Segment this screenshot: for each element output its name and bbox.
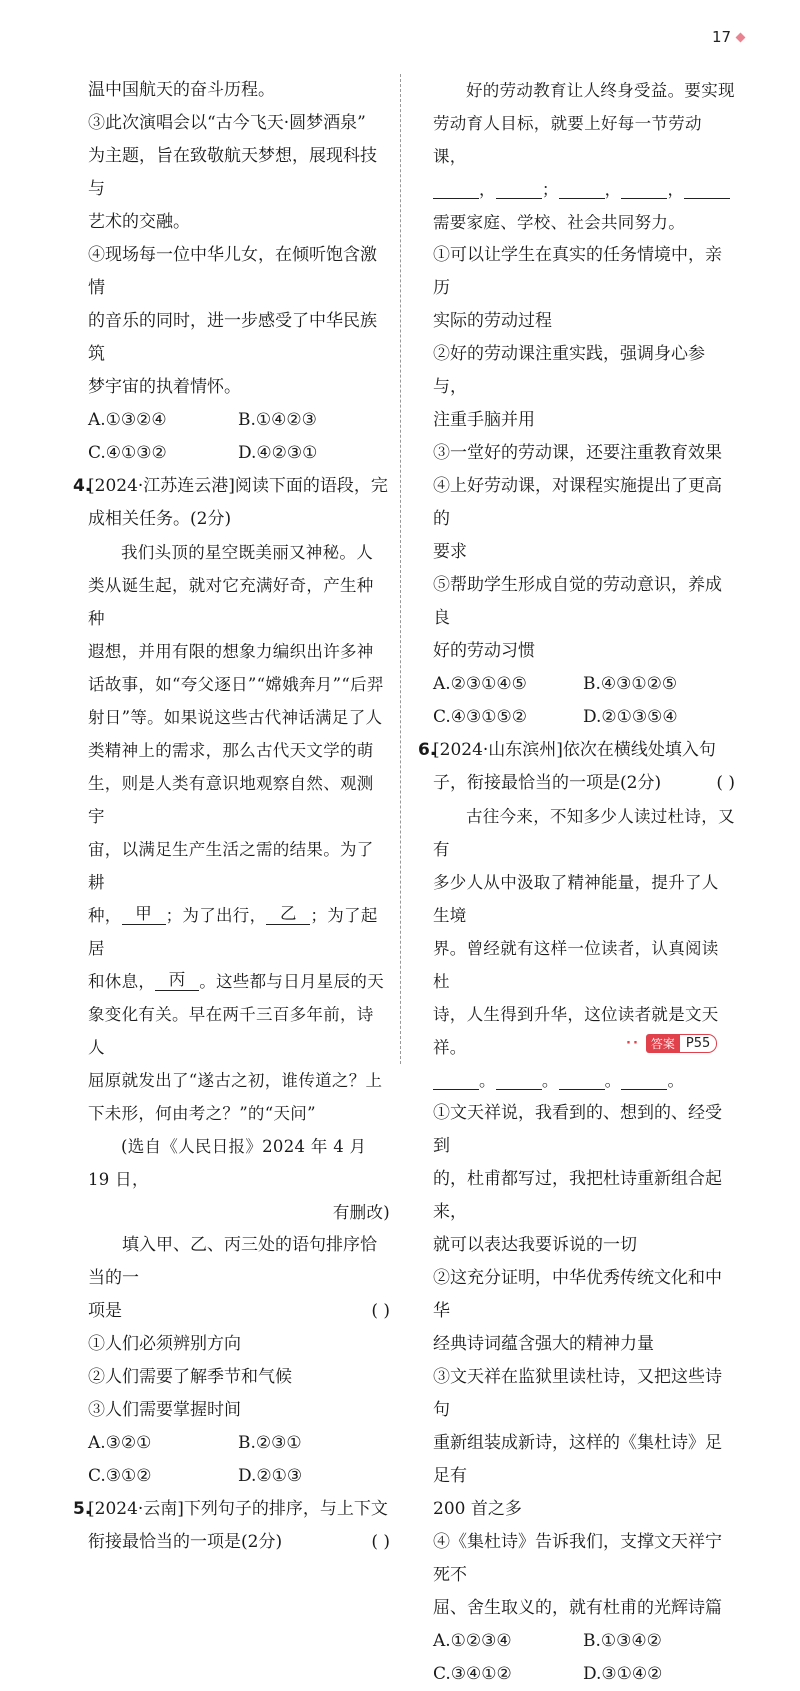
q6-number: 6.	[418, 740, 437, 760]
q5-option-b: B.④③①②⑤	[583, 674, 678, 694]
q6-statement-3: 200 首之多	[433, 1499, 522, 1519]
q4-passage-line-blanks: 种， 甲 ；为了出行， 乙 ；为了起居	[88, 904, 378, 958]
q5-blank	[433, 179, 479, 199]
q6-option-b: B.①③④②	[583, 1631, 662, 1651]
q5-statement-5: ⑤帮助学生形成自觉的劳动意识，养成良	[433, 575, 722, 628]
q3-sentence-4: 的音乐的同时，进一步感受了中华民族筑	[88, 311, 377, 364]
q3-text-line: 温中国航天的奋斗历程。	[88, 80, 275, 100]
answer-label: 答案	[646, 1034, 680, 1053]
q4-passage-line: 生，则是人类有意识地观察自然、观测宇	[88, 774, 374, 826]
blank-jia: 甲	[122, 903, 166, 925]
q3-options-row	[88, 404, 390, 437]
q6-heading-line: [2024·山东滨州]依次在横线处填入句	[433, 740, 716, 760]
q6-heading	[418, 734, 735, 767]
q4-source: 有删改)	[332, 1203, 390, 1222]
q3-sentence-3: 艺术的交融。	[88, 212, 190, 232]
blank-yi: 乙	[266, 903, 310, 925]
q5-statement-4: ④上好劳动课，对课程实施提出了更高的	[433, 476, 722, 529]
q4-passage-line: 遐想，并用有限的想象力编织出许多神	[88, 642, 374, 661]
q6-blank	[621, 1070, 667, 1090]
q6-passage-line: 古往今来，不知多少人读过杜诗，又有	[433, 807, 735, 859]
q6-options-row	[433, 1658, 735, 1691]
q5-passage-line: 需要家庭、学校、社会共同努力。	[433, 213, 685, 232]
q6-blank	[559, 1070, 605, 1090]
q5-passage-blanks: ， ； ， ，	[433, 173, 735, 206]
q4-heading	[73, 470, 390, 503]
q4-statement-2: ②人们需要了解季节和气候	[88, 1367, 292, 1387]
q5-blank	[621, 179, 667, 199]
q5-heading-line: [2024·云南]下列句子的排序，与上下文	[88, 1499, 388, 1519]
page-number-diamond-icon	[736, 33, 746, 43]
q5-blank	[684, 179, 730, 199]
q5-statement-5: 好的劳动习惯	[433, 641, 535, 661]
q3-sentence-4: 梦宇宙的执着情怀。	[88, 377, 241, 397]
q4-passage-line: 我们头顶的星空既美丽又神秘。人	[121, 543, 373, 562]
q4-passage-line: 话故事，如“夸父逐日”“嫦娥奔月”“后羿	[88, 675, 384, 694]
right-column	[418, 74, 735, 1691]
q6-statement-2: 经典诗词蕴含强大的精神力量	[433, 1334, 654, 1354]
q4-passage-line: 下未形，何由考之？”的“天问”	[88, 1104, 316, 1123]
q5-options-row	[433, 701, 735, 734]
q4-statement-1: ①人们必须辨别方向	[88, 1334, 241, 1354]
q6-statement-2: ②这充分证明，中华优秀传统文化和中华	[433, 1268, 722, 1321]
q6-statement-1: ①文天祥说，我看到的、想到的、经受到	[433, 1103, 722, 1156]
q6-blank	[496, 1070, 542, 1090]
q4-source: (选自《人民日报》2024 年 4 月 19 日，	[88, 1137, 367, 1189]
q5-number: 5.	[73, 1499, 92, 1519]
q4-passage-line-blanks: 和休息， 丙 。这些都与日月星辰的天	[88, 970, 385, 991]
q3-sentence-4: ④现场每一位中华儿女，在倾听饱含激情	[88, 245, 377, 298]
q6-blank	[433, 1070, 479, 1090]
q4-options-row	[88, 1427, 390, 1460]
q5-passage-line: 好的劳动教育让人终身受益。要实现	[466, 81, 735, 100]
q6-option-d: D.③①④②	[583, 1664, 663, 1684]
q5-options-row	[433, 668, 735, 701]
q6-options-row	[433, 1625, 735, 1658]
q5-option-c: C.④③①⑤②	[433, 707, 528, 727]
q6-statement-1: 的，杜甫都写过，我把杜诗重新组合起来，	[433, 1169, 722, 1222]
q5-blank	[496, 179, 542, 199]
q5-passage-line: 劳动育人目标，就要上好每一节劳动课，	[433, 114, 702, 166]
q4-heading-line: [2024·江苏连云港]阅读下面的语段，完	[88, 476, 388, 496]
q4-passage-line: 屈原就发出了“遂古之初，谁传道之？上	[88, 1071, 383, 1090]
q6-statement-3: 重新组装成新诗，这样的《集杜诗》足足有	[433, 1433, 722, 1486]
q3-sentence-3: ③此次演唱会以“古今飞天·圆梦酒泉”	[88, 113, 366, 133]
q6-passage-blanks: 。 。 。 。	[433, 1064, 735, 1097]
q5-option-d: D.②①③⑤④	[583, 707, 678, 727]
q5-heading-line: 衔接最恰当的一项是(2分) ( )	[88, 1526, 390, 1559]
dots-icon: ··	[626, 1036, 640, 1051]
q6-statement-3: ③文天祥在监狱里读杜诗，又把这些诗句	[433, 1367, 722, 1420]
q4-statement-3: ③人们需要掌握时间	[88, 1400, 241, 1420]
answer-page: P55	[680, 1034, 717, 1053]
q5-answer-paren: ( )	[371, 1532, 390, 1552]
q6-statement-4: 屈、舍生取义的，就有杜甫的光辉诗篇	[433, 1598, 722, 1618]
q3-sentence-3: 为主题，旨在致敬航天梦想，展现科技与	[88, 146, 377, 199]
q5-statement-4: 要求	[433, 542, 467, 562]
q4-passage-line: 类从诞生起，就对它充满好奇，产生种种	[88, 576, 374, 628]
column-divider	[400, 74, 401, 1064]
q4-answer-paren: ( )	[371, 1301, 390, 1321]
q4-option-d: D.②①③	[238, 1466, 303, 1486]
q5-heading	[73, 1493, 390, 1526]
q6-passage-line: 多少人从中汲取了精神能量，提升了人生境	[433, 873, 719, 925]
q6-statement-1: 就可以表达我要诉说的一切	[433, 1235, 637, 1255]
q4-options-row	[88, 1460, 390, 1493]
q5-statement-3: ③一堂好的劳动课，还要注重教育效果	[433, 443, 722, 463]
q5-statement-2: 注重手脑并用	[433, 410, 535, 430]
q4-task: 填入甲、乙、丙三处的语句排序恰当的一	[88, 1235, 377, 1288]
q3-option-c: C.④①③②	[88, 443, 167, 463]
q5-statement-2: ②好的劳动课注重实践，强调身心参与，	[433, 344, 705, 397]
q6-heading-line: 子，衔接最恰当的一项是(2分) ( )	[433, 767, 735, 800]
q4-passage-line: 类精神上的需求，那么古代天文学的萌	[88, 741, 374, 760]
q4-passage-line: 象变化有关。早在两千三百多年前，诗人	[88, 1005, 374, 1057]
left-column	[73, 74, 390, 1559]
q6-option-a: A.①②③④	[433, 1631, 512, 1651]
q5-blank	[559, 179, 605, 199]
q6-answer-paren: ( )	[716, 773, 735, 793]
q4-passage-line: 射日”等。如果说这些古代神话满足了人	[88, 708, 383, 727]
q5-statement-1: 实际的劳动过程	[433, 311, 552, 331]
q3-option-b: B.①④②③	[238, 410, 317, 430]
q4-option-b: B.②③①	[238, 1433, 302, 1453]
q4-option-a: A.③②①	[88, 1433, 152, 1453]
q4-task: 项是 ( )	[88, 1295, 390, 1328]
q3-option-d: D.④②③①	[238, 443, 318, 463]
q6-option-c: C.③④①②	[433, 1664, 512, 1684]
q6-statement-4: ④《集杜诗》告诉我们，支撑文天祥宁死不	[433, 1532, 722, 1585]
q5-statement-1: ①可以让学生在真实的任务情境中，亲历	[433, 245, 722, 298]
q3-options-row	[88, 437, 390, 470]
q3-option-a: A.①③②④	[88, 410, 167, 430]
q4-option-c: C.③①②	[88, 1466, 152, 1486]
q6-passage-line: 诗，人生得到升华，这位读者就是文天祥。	[433, 1005, 719, 1057]
q5-option-a: A.②③①④⑤	[433, 674, 527, 694]
q4-heading-line: 成相关任务。(2分)	[88, 509, 232, 529]
page-number: 17	[712, 28, 732, 46]
blank-bing: 丙	[155, 969, 199, 991]
q6-passage-line: 界。曾经就有这样一位读者，认真阅读杜	[433, 939, 719, 991]
q4-passage-line: 宙，以满足生产生活之需的结果。为了耕	[88, 840, 374, 892]
q4-number: 4.	[73, 476, 92, 496]
answer-page-badge[interactable]	[626, 1034, 717, 1053]
